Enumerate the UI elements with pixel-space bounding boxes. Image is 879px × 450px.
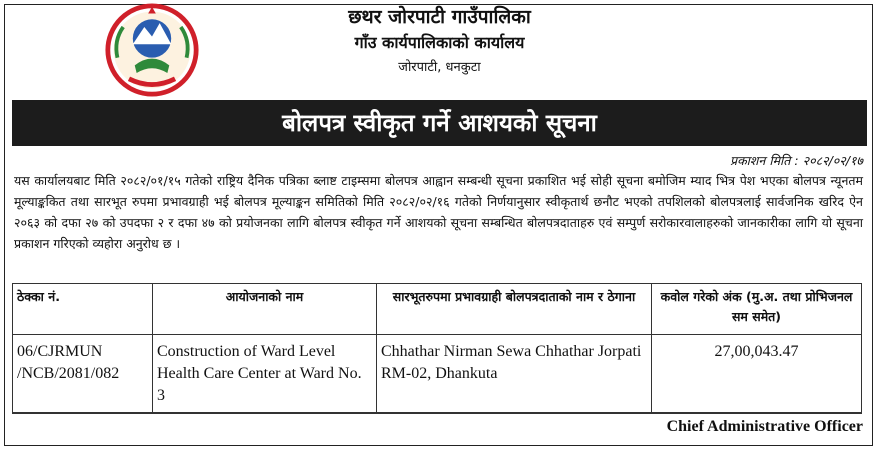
notice-body: यस कार्यालयबाट मिति २०८२/०१/१५ गतेको राष्ट्रिय दैनिक पत्रिका ब्लाष्ट टाइम्समा बोलपत्र आह्वान सम्बन्धी सूचना प्रकाशित भई सोही सूचना बमोजिम म्याद भित्र पेश भएका बोलपत्र न्यूनतम मूल्याङ्ककित तथा सारभूत रुपमा प्रभावग्राही भई बोलपत्र मूल्याङ्कन समितिको मिति २०८२/०२/१६ गतेको निर्णयानुसार स्वीकृतार्थ छनौट भएको तपशिलको बोलपत्रलाई सार्वजनिक खरिद ऐन २०६३ को दफा २७ को उपदफा २ र दफा ४७ को प्रयोजनका लागि बोलपत्र स्वीकृत गर्ने आशयको सूचना सम्बन्धित बोलपत्रदाताहरु एवं सम्पुर्ण सरोकारवालाहरुको जानकारीका लागि यो सूचना प्रकाशन गरिएको व्यहोरा अनुरोध छ । bbox=[14, 173, 863, 251]
table-header-row bbox=[13, 284, 862, 335]
bidder-cell: Chhathar Nirman Sewa Chhathar Jorpati RM-02, Dhankuta bbox=[377, 335, 652, 414]
bid-amount-cell: 27,00,043.47 bbox=[652, 335, 862, 414]
signature: Chief Administrative Officer bbox=[666, 418, 863, 435]
table-row bbox=[13, 335, 862, 414]
header bbox=[0, 0, 879, 100]
publication-date: प्रकाशन मिति : २०८२/०२/१७ bbox=[729, 153, 863, 168]
award-table bbox=[12, 283, 862, 414]
office-name: गाँउ कार्यपालिकाको कार्यालय bbox=[354, 33, 525, 52]
header-bid-amount: कवोल गरेको अंक (मु.अ. तथा प्रोभिजनल सम समेत) bbox=[652, 284, 862, 335]
organization-name: छथर जोरपाटी गाउँपालिका bbox=[348, 6, 531, 28]
project-name-cell: Construction of Ward Level Health Care Center at Ward No. 3 bbox=[153, 335, 377, 414]
header-bidder: सारभूतरुपमा प्रभावग्राही बोलपत्रदाताको नाम र ठेगाना bbox=[377, 284, 652, 335]
header-project-name: आयोजनाको नाम bbox=[153, 284, 377, 335]
notice-title: बोलपत्र स्वीकृत गर्ने आशयको सूचना bbox=[12, 100, 867, 146]
header-contract-no: ठेक्का नं. bbox=[13, 284, 153, 335]
location: जोरपाटी, धनकुटा bbox=[398, 60, 481, 75]
contract-no-cell: 06/CJRMUN /NCB/2081/082 bbox=[13, 335, 153, 414]
